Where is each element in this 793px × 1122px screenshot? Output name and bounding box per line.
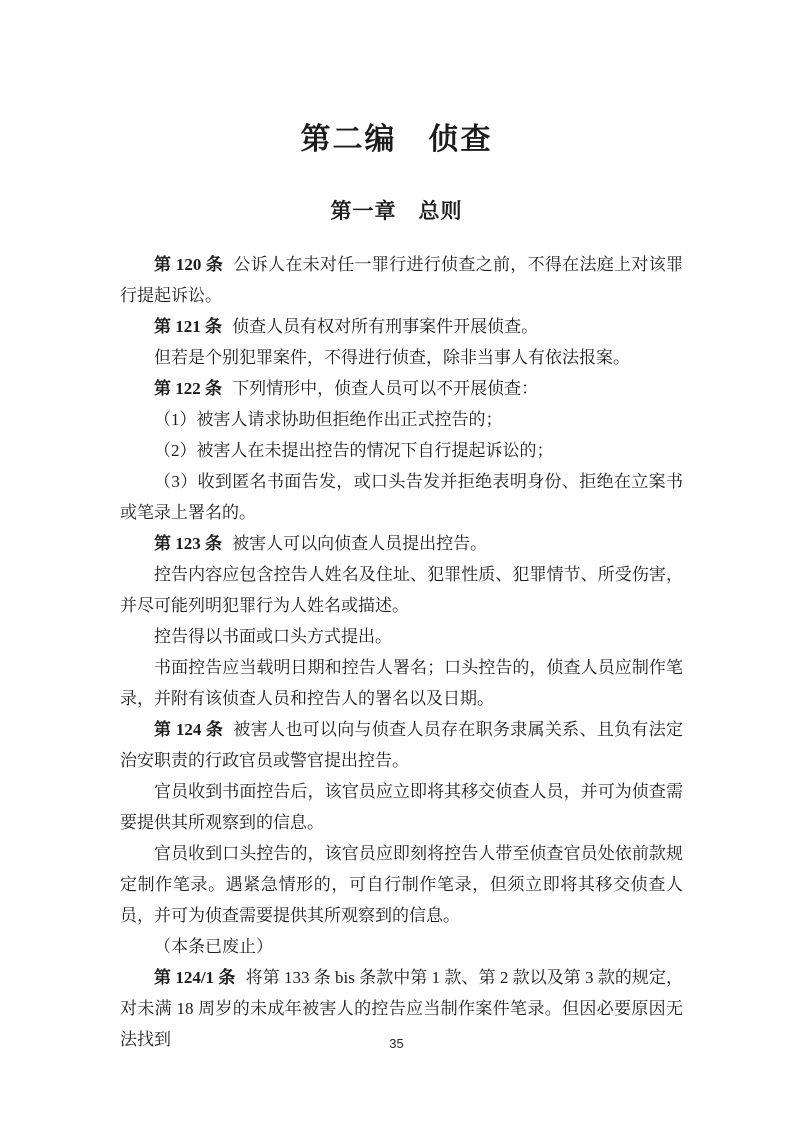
paragraph-text: （2）被害人在未提出控告的情况下自行提起诉讼的； [154,441,554,460]
paragraph-text: 公诉人在未对任一罪行进行侦查之前，不得在法庭上对该罪行提起诉讼。 [120,255,684,305]
paragraph [120,931,683,962]
paragraph-text: 将第 133 条 bis 条款中第 1 款、第 2 款以及第 3 款的规定，对未满 18 周岁的未成年被害人的控告应当制作案件笔录。但因必要原因无法找到 [120,968,683,1049]
paragraph [120,528,683,559]
paragraph [120,621,683,652]
article-number: 第 124 条 [154,720,224,739]
paragraph-text: （本条已废止） [154,937,273,956]
paragraph-text: （1）被害人请求协助但拒绝作出正式控告的； [154,410,503,429]
article-number: 第 120 条 [154,255,224,274]
paragraph [120,249,683,311]
paragraph [120,342,683,373]
paragraph [120,559,683,621]
paragraph-text: 但若是个别犯罪案件，不得进行侦查，除非当事人有依法报案。 [154,348,630,367]
chapter-title: 第一章 总则 [330,199,463,223]
paragraph-text: 控告内容应包含控告人姓名及住址、犯罪性质、犯罪情节、所受伤害，并尽可能列明犯罪行为人姓名或描述。 [120,565,683,615]
article-number: 第 124/1 条 [154,968,236,987]
paragraph [120,435,683,466]
paragraph [120,373,683,404]
paragraph-text: 侦查人员有权对所有刑事案件开展侦查。 [232,317,539,336]
paragraph [120,652,683,714]
paragraph-text: 被害人也可以向与侦查人员存在职务隶属关系、且负有法定治安职责的行政官员或警官提出控告。 [120,720,684,770]
paragraph [120,714,683,776]
part-title: 第二编 侦查 [300,123,493,156]
paragraph-text: （3）收到匿名书面告发，或口头告发并拒绝表明身份、拒绝在立案书或笔录上署名的。 [120,472,683,522]
paragraph-text: 官员收到书面控告后，该官员应立即将其移交侦查人员，并可为侦查需要提供其所观察到的信息。 [120,782,683,832]
paragraph-text: 下列情形中，侦查人员可以不开展侦查： [232,379,539,398]
paragraph [120,404,683,435]
document-body [120,249,683,1055]
paragraph [120,838,683,931]
paragraph [120,311,683,342]
article-number: 第 123 条 [154,534,222,553]
article-number: 第 121 条 [154,317,222,336]
paragraph-text: 官员收到口头控告的，该官员应即刻将控告人带至侦查官员处依前款规定制作笔录。遇紧急情形的，可自行制作笔录，但须立即将其移交侦查人员，并可为侦查需要提供其所观察到的信息。 [120,844,683,925]
paragraph [120,466,683,528]
article-number: 第 122 条 [154,379,222,398]
page-number: 35 [389,1036,404,1051]
paragraph [120,776,683,838]
paragraph-text: 控告得以书面或口头方式提出。 [154,627,392,646]
paragraph-text: 书面控告应当载明日期和控告人署名；口头控告的，侦查人员应制作笔录，并附有该侦查人员和控告人的署名以及日期。 [120,658,683,708]
paragraph-text: 被害人可以向侦查人员提出控告。 [232,534,488,553]
